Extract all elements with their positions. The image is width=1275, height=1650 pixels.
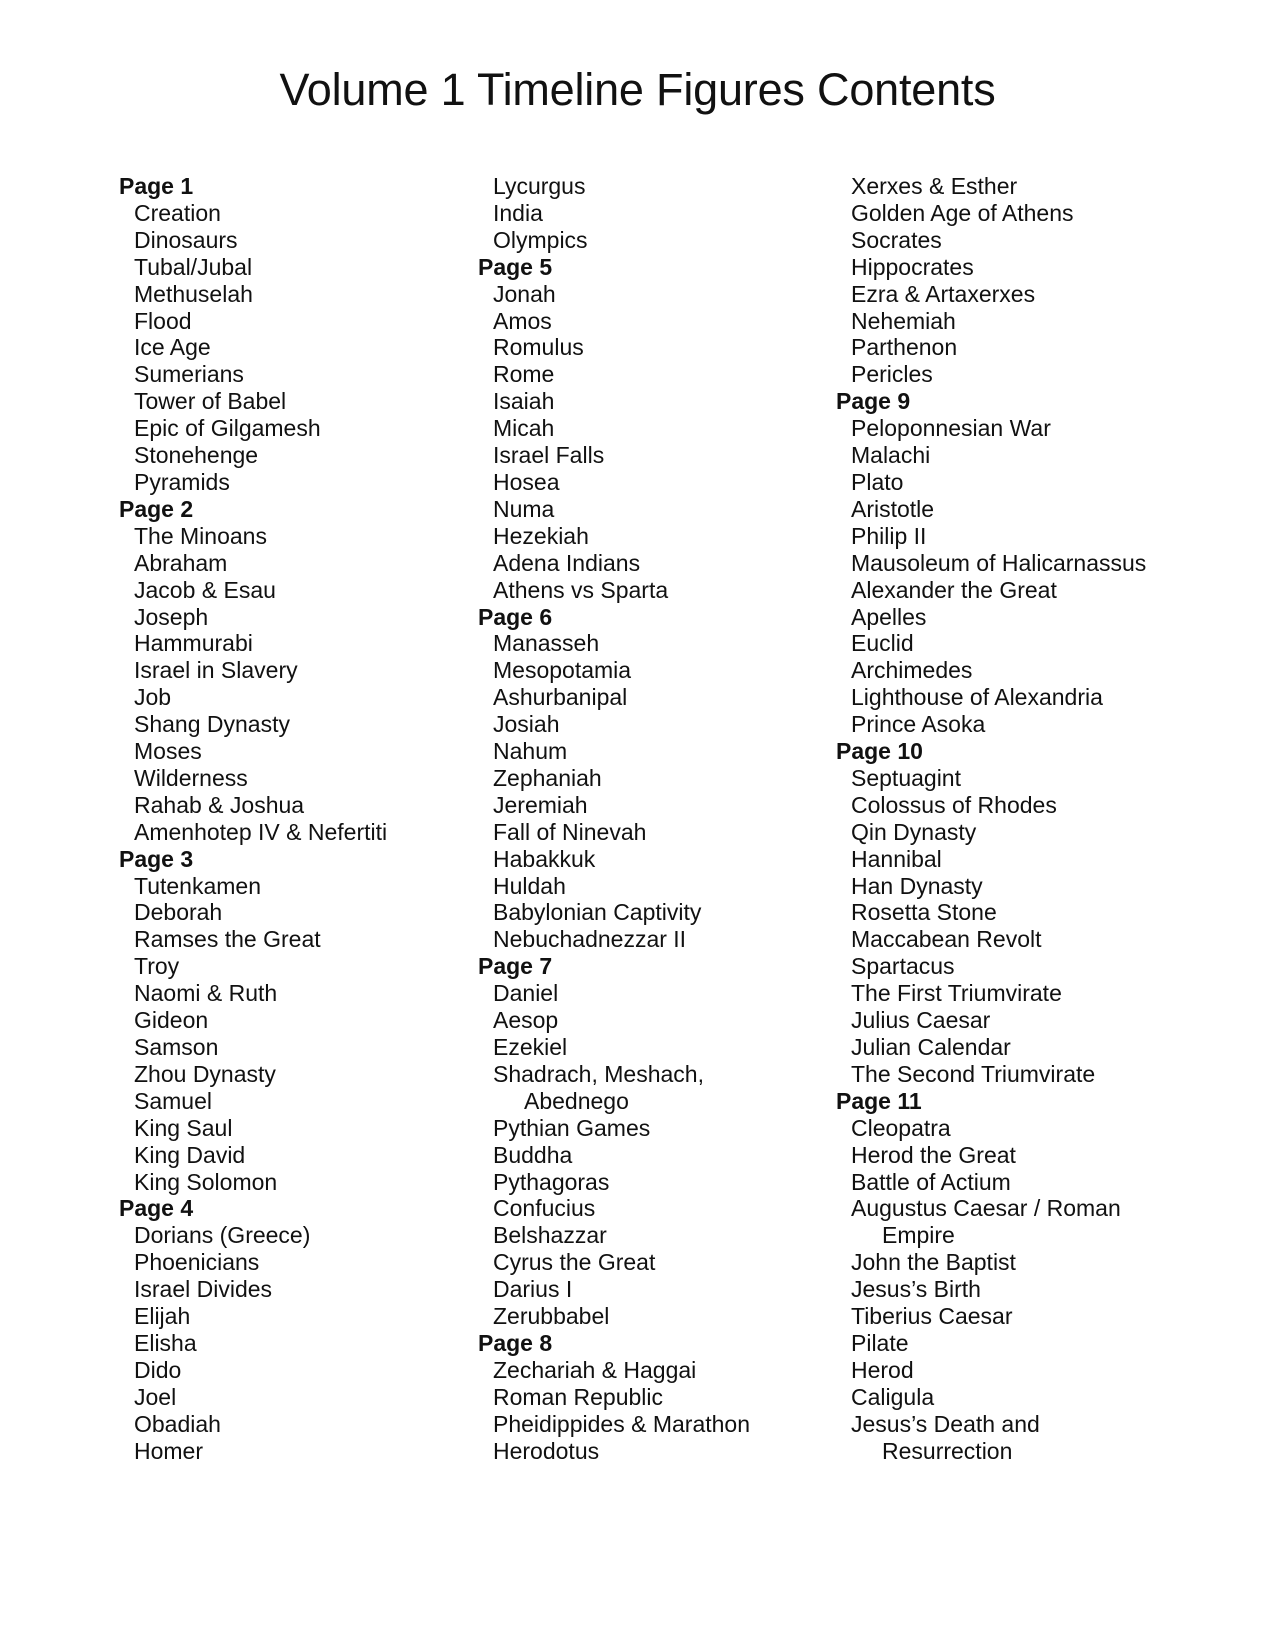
page-heading: Page 6 — [478, 603, 553, 630]
contents-item: Socrates — [851, 226, 942, 253]
contents-item: Shadrach, Meshach, — [493, 1060, 704, 1087]
contents-item: Parthenon — [851, 334, 958, 361]
contents-item: Manasseh — [493, 630, 600, 657]
contents-item: Pythian Games — [493, 1114, 651, 1141]
contents-item: Romulus — [493, 334, 584, 361]
contents-item: The Minoans — [134, 522, 267, 549]
page-heading: Page 7 — [478, 953, 553, 980]
contents-item: Battle of Actium — [851, 1168, 1011, 1195]
contents-item: Zephaniah — [493, 764, 602, 791]
contents-item: Julius Caesar — [851, 1007, 991, 1034]
contents-item: Malachi — [851, 442, 931, 469]
contents-column-3 — [836, 173, 1196, 1465]
contents-item: Pyramids — [134, 468, 230, 495]
contents-item-continuation: Resurrection — [882, 1437, 1013, 1464]
contents-item: Lycurgus — [493, 173, 586, 199]
contents-item: The Second Triumvirate — [851, 1060, 1096, 1087]
contents-item: Josiah — [493, 711, 560, 738]
contents-item: Zerubbabel — [493, 1303, 610, 1330]
contents-item: King David — [134, 1141, 246, 1168]
contents-item: Hippocrates — [851, 253, 974, 280]
contents-item: Rahab & Joshua — [134, 791, 305, 818]
contents-item: Pythagoras — [493, 1168, 610, 1195]
contents-item: Alexander the Great — [851, 576, 1057, 603]
contents-item: Colossus of Rhodes — [851, 791, 1057, 818]
contents-item: Isaiah — [493, 388, 555, 415]
contents-item: Numa — [493, 495, 555, 522]
contents-item: Hosea — [493, 468, 560, 495]
contents-item: Nebuchadnezzar II — [493, 926, 687, 953]
contents-item: Plato — [851, 468, 904, 495]
contents-item: Herodotus — [493, 1437, 600, 1464]
contents-item: Euclid — [851, 630, 914, 657]
contents-item: Maccabean Revolt — [851, 926, 1042, 953]
page-heading: Page 8 — [478, 1329, 553, 1356]
contents-item: Herod the Great — [851, 1141, 1016, 1168]
page-heading: Page 2 — [119, 495, 194, 522]
contents-item: Septuagint — [851, 764, 961, 791]
contents-item: Jonah — [493, 280, 556, 307]
contents-item: Ramses the Great — [134, 926, 321, 953]
contents-item: Hammurabi — [134, 630, 253, 657]
contents-item: John the Baptist — [851, 1249, 1016, 1276]
contents-item: Adena Indians — [493, 549, 641, 576]
page-heading: Page 10 — [836, 738, 923, 765]
contents-column-2 — [478, 173, 838, 1465]
contents-item: Spartacus — [851, 953, 955, 980]
contents-item: Epic of Gilgamesh — [134, 415, 321, 442]
contents-item: Fall of Ninevah — [493, 818, 647, 845]
contents-item: Archimedes — [851, 657, 973, 684]
contents-item: Joel — [134, 1383, 177, 1410]
contents-item: Jesus’s Birth — [851, 1276, 981, 1303]
contents-item: Jacob & Esau — [134, 576, 276, 603]
contents-item: Aesop — [493, 1007, 559, 1034]
contents-item: Deborah — [134, 899, 223, 926]
contents-item: Nehemiah — [851, 307, 956, 334]
contents-item: Naomi & Ruth — [134, 980, 278, 1007]
contents-item: Hannibal — [851, 845, 942, 872]
contents-item: Julian Calendar — [851, 1034, 1011, 1060]
contents-item: Apelles — [851, 603, 927, 630]
contents-item: Israel Falls — [493, 442, 605, 469]
contents-item: Prince Asoka — [851, 711, 986, 738]
contents-item: Ice Age — [134, 334, 211, 361]
page-heading: Page 4 — [119, 1195, 194, 1222]
contents-item: Jesus’s Death and — [851, 1410, 1040, 1437]
contents-item-continuation: Empire — [882, 1222, 955, 1249]
contents-item: India — [493, 199, 543, 226]
contents-item: Phoenicians — [134, 1249, 260, 1276]
contents-item: Tutenkamen — [134, 872, 261, 899]
contents-item: Tower of Babel — [134, 388, 287, 415]
contents-item: King Saul — [134, 1114, 233, 1141]
contents-item: Rosetta Stone — [851, 899, 997, 926]
contents-item: Herod — [851, 1356, 914, 1383]
contents-item: Hezekiah — [493, 522, 589, 549]
contents-item: Creation — [134, 199, 221, 226]
contents-item: Tubal/Jubal — [134, 253, 253, 280]
contents-item: Jeremiah — [493, 791, 588, 818]
contents-item: Ezra & Artaxerxes — [851, 280, 1036, 307]
page-heading: Page 5 — [478, 253, 553, 280]
contents-item: Amenhotep IV & Nefertiti — [134, 818, 388, 845]
contents-item: Golden Age of Athens — [851, 199, 1074, 226]
contents-item: Habakkuk — [493, 845, 596, 872]
contents-item: Elijah — [134, 1303, 191, 1330]
contents-item: Shang Dynasty — [134, 711, 290, 738]
contents-item: Gideon — [134, 1007, 209, 1034]
contents-item: Mesopotamia — [493, 657, 632, 684]
contents-item: Israel Divides — [134, 1276, 273, 1303]
contents-item: Daniel — [493, 980, 559, 1007]
contents-item: Sumerians — [134, 361, 244, 388]
contents-item: Belshazzar — [493, 1222, 607, 1249]
contents-item: Cyrus the Great — [493, 1249, 656, 1276]
contents-item: Augustus Caesar / Roman — [851, 1195, 1121, 1222]
contents-item: Roman Republic — [493, 1383, 664, 1410]
contents-item: Ashurbanipal — [493, 684, 628, 711]
contents-item: Olympics — [493, 226, 588, 253]
contents-item: Cleopatra — [851, 1114, 951, 1141]
contents-item: Homer — [134, 1437, 204, 1464]
contents-item: Troy — [134, 953, 180, 980]
contents-item: Pericles — [851, 361, 933, 388]
contents-item: Huldah — [493, 872, 566, 899]
contents-item: Han Dynasty — [851, 872, 983, 899]
contents-item: Dido — [134, 1356, 182, 1383]
contents-item: Ezekiel — [493, 1034, 568, 1060]
contents-item: Wilderness — [134, 764, 248, 791]
contents-item: Caligula — [851, 1383, 935, 1410]
contents-item: Obadiah — [134, 1410, 221, 1437]
page-heading: Page 11 — [836, 1087, 922, 1114]
contents-item: Abraham — [134, 549, 228, 576]
contents-item: Athens vs Sparta — [493, 576, 669, 603]
contents-item: Dinosaurs — [134, 226, 238, 253]
contents-item: Moses — [134, 738, 202, 765]
contents-item: Joseph — [134, 603, 209, 630]
contents-item: Xerxes & Esther — [851, 173, 1018, 199]
contents-item: Methuselah — [134, 280, 253, 307]
contents-item: Tiberius Caesar — [851, 1303, 1013, 1330]
contents-item: Pilate — [851, 1329, 909, 1356]
contents-item: Samuel — [134, 1087, 212, 1114]
contents-column-1 — [119, 173, 479, 1465]
contents-item-continuation: Abednego — [524, 1087, 629, 1114]
contents-item: Israel in Slavery — [134, 657, 298, 684]
contents-item: Stonehenge — [134, 442, 259, 469]
contents-item: Job — [134, 684, 172, 711]
contents-item: Aristotle — [851, 495, 935, 522]
contents-item: Rome — [493, 361, 555, 388]
page-heading: Page 3 — [119, 845, 194, 872]
contents-item: Confucius — [493, 1195, 596, 1222]
contents-item: Zechariah & Haggai — [493, 1356, 697, 1383]
contents-item: Mausoleum of Halicarnassus — [851, 549, 1147, 576]
contents-item: King Solomon — [134, 1168, 278, 1195]
contents-item: Zhou Dynasty — [134, 1060, 276, 1087]
contents-item: Flood — [134, 307, 192, 334]
page-title: Volume 1 Timeline Figures Contents — [279, 64, 996, 115]
contents-item: Micah — [493, 415, 555, 442]
contents-item: Peloponnesian War — [851, 415, 1051, 442]
contents-item: Philip II — [851, 522, 927, 549]
contents-item: Lighthouse of Alexandria — [851, 684, 1103, 711]
contents-item: Qin Dynasty — [851, 818, 977, 845]
page-heading: Page 9 — [836, 388, 911, 415]
contents-item: Amos — [493, 307, 552, 334]
contents-item: Elisha — [134, 1329, 197, 1356]
contents-item: The First Triumvirate — [851, 980, 1062, 1007]
contents-item: Darius I — [493, 1276, 573, 1303]
contents-item: Buddha — [493, 1141, 573, 1168]
contents-item: Samson — [134, 1034, 219, 1060]
contents-item: Babylonian Captivity — [493, 899, 702, 926]
page-heading: Page 1 — [119, 173, 194, 199]
contents-item: Nahum — [493, 738, 568, 765]
contents-item: Dorians (Greece) — [134, 1222, 311, 1249]
contents-item: Pheidippides & Marathon — [493, 1410, 750, 1437]
